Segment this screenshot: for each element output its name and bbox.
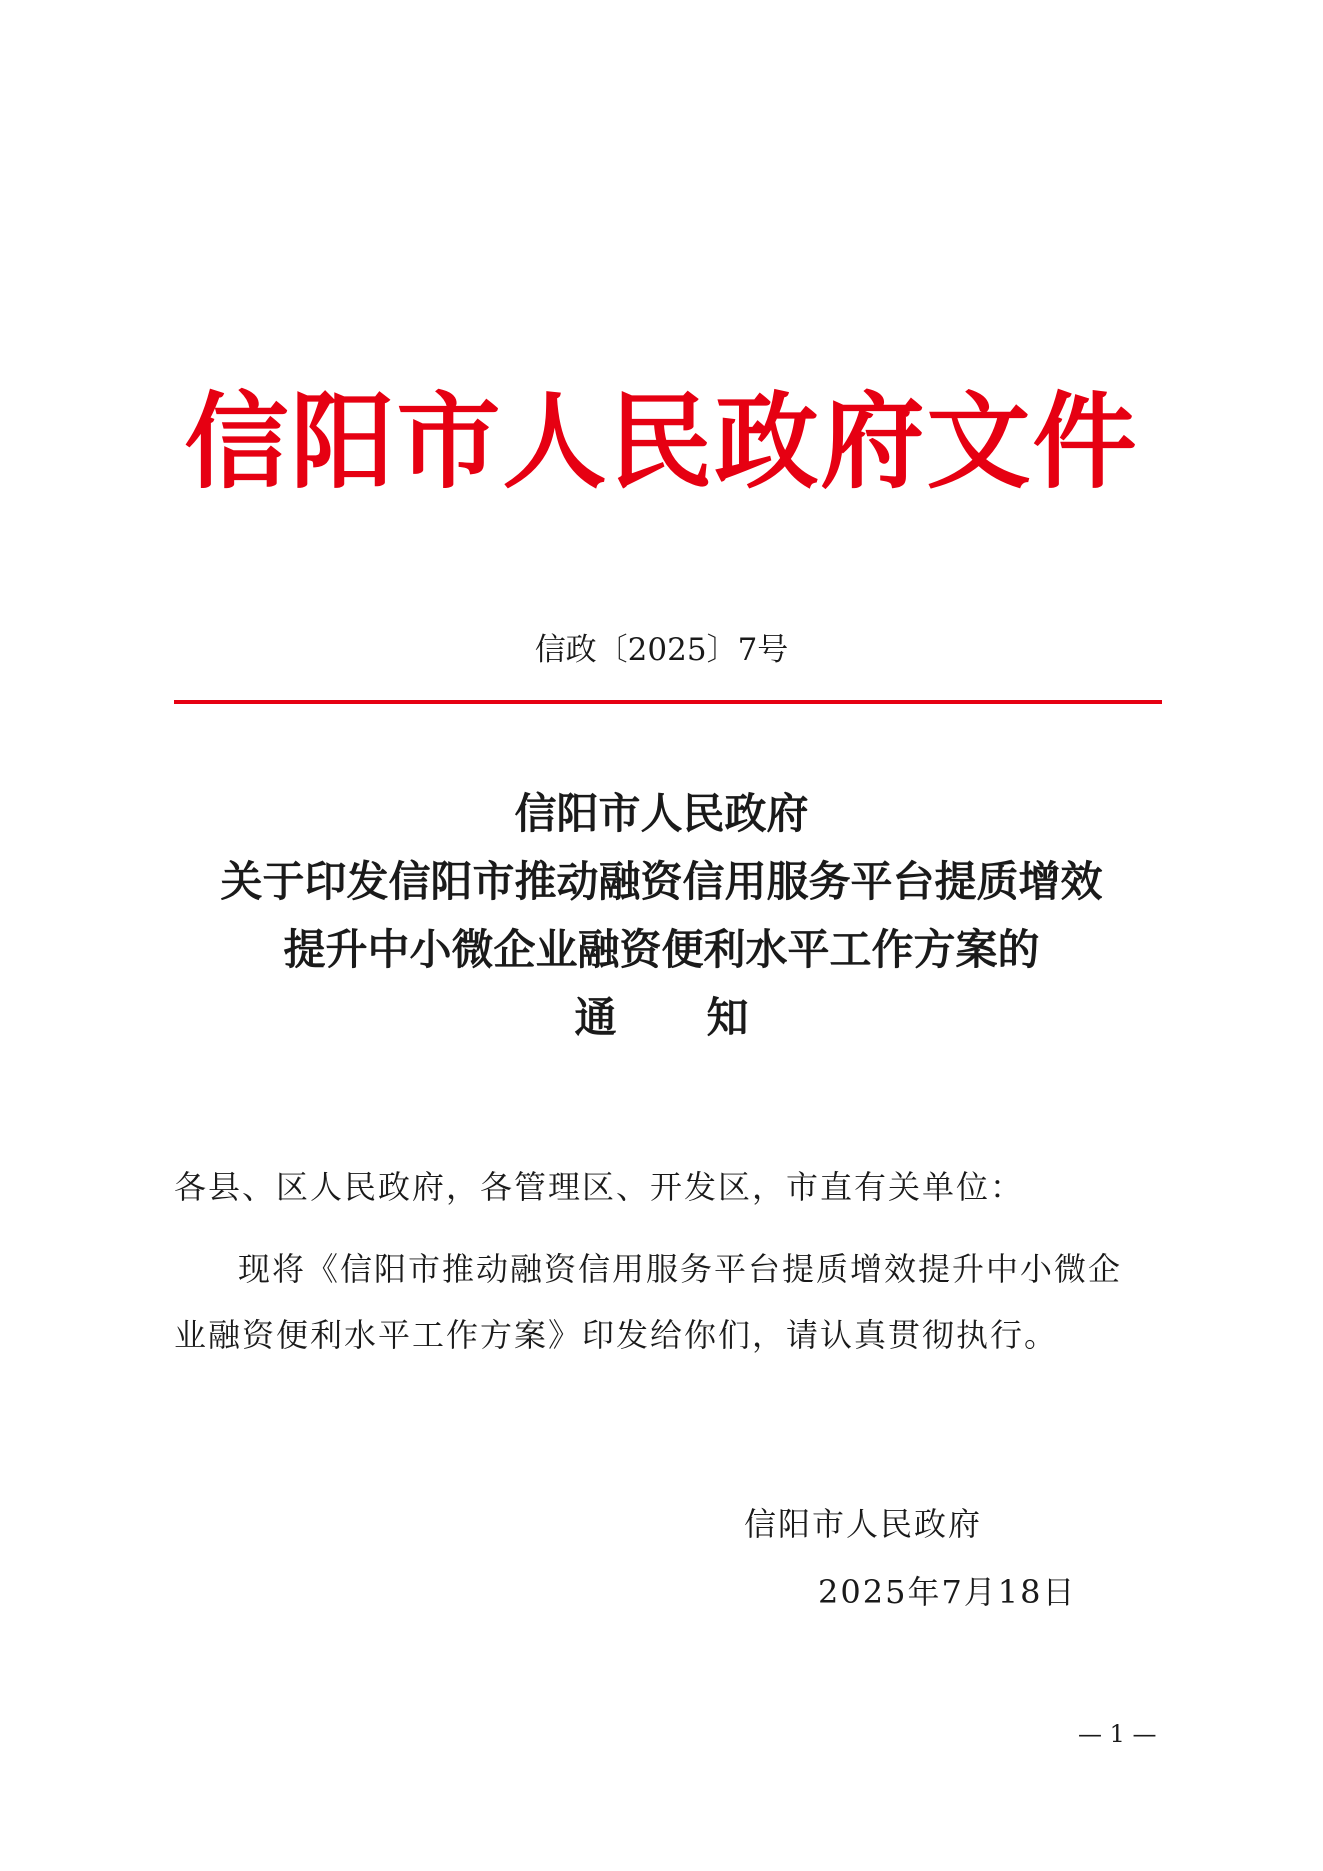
red-separator-rule: [174, 700, 1162, 704]
title-line-notice: 通知: [574, 993, 839, 1042]
document-title: [150, 780, 1173, 1052]
document-masthead: 信阳市人民政府文件: [184, 380, 1139, 503]
salutation: 各县、区人民政府，各管理区、开发区，市直有关单位：: [174, 1168, 1025, 1206]
signature-date: 2025年7月18日: [818, 1573, 1077, 1611]
body-paragraph: [174, 1236, 1162, 1368]
signature-issuer: 信阳市人民政府: [744, 1505, 983, 1543]
document-number: 信政〔2025〕7号: [534, 632, 789, 668]
title-line-issuer: 信阳市人民政府: [514, 789, 809, 838]
body-line: 现将《信阳市推动融资信用服务平台提质增效提升中小微企: [238, 1250, 1123, 1288]
page-number: — 1 —: [1078, 1720, 1157, 1748]
title-line-subject-2: 提升中小微企业融资便利水平工作方案的: [283, 925, 1040, 974]
title-line-subject-1: 关于印发信阳市推动融资信用服务平台提质增效: [220, 857, 1103, 906]
body-line: 业融资便利水平工作方案》印发给你们，请认真贯彻执行。: [174, 1316, 1059, 1354]
